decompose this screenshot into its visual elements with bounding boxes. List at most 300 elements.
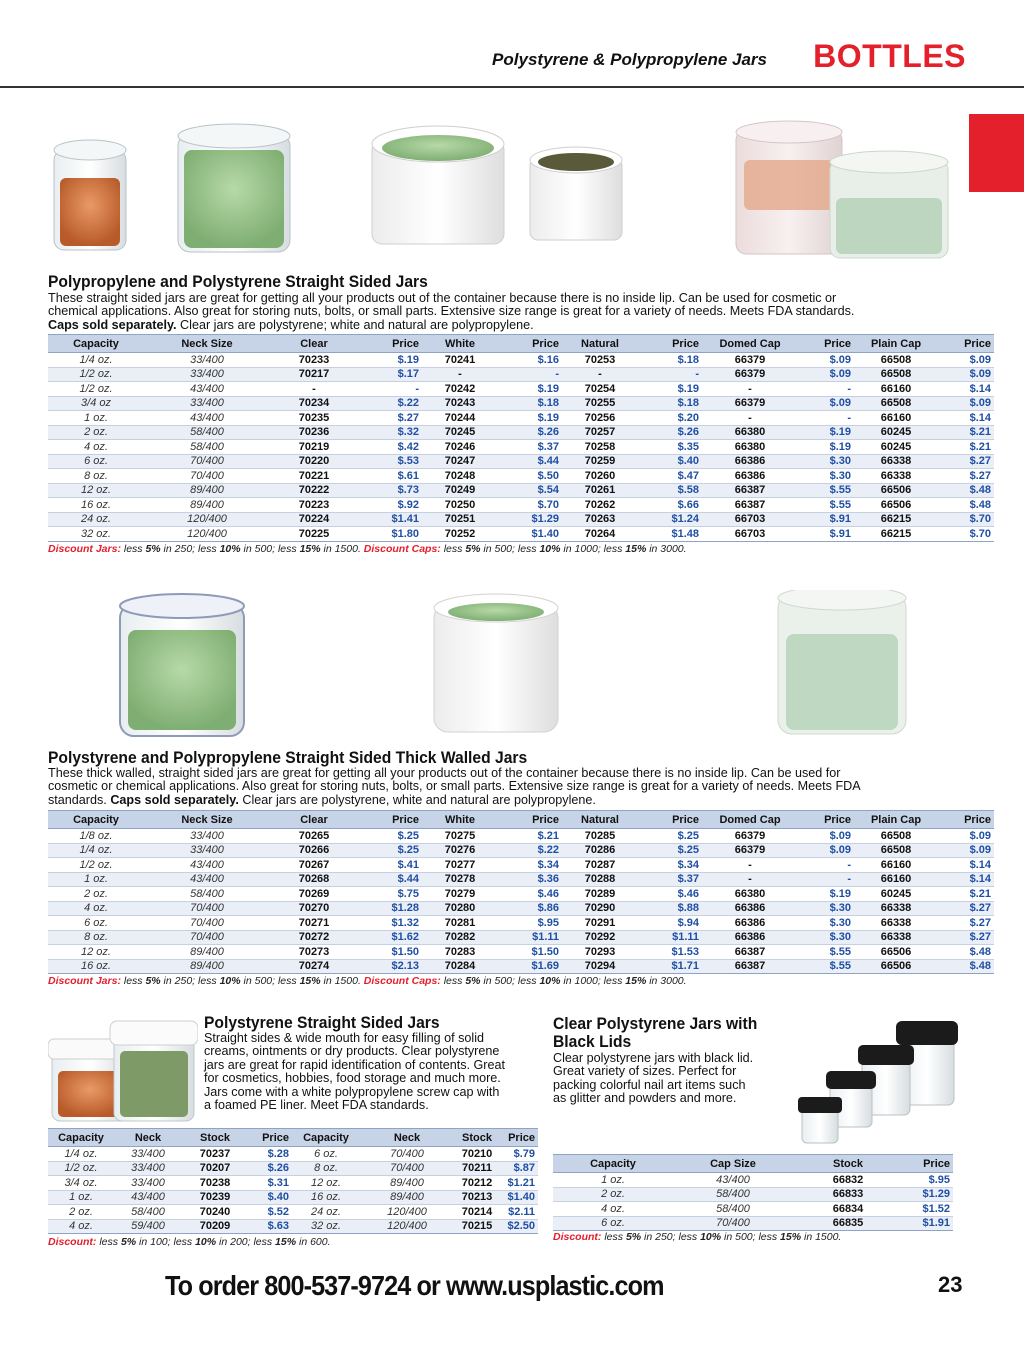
- discount-pct: 5%: [120, 1236, 137, 1248]
- table-row: [48, 1176, 538, 1191]
- discount-text: in 250; less: [160, 975, 220, 987]
- table-cell: 8 oz.: [292, 1161, 360, 1176]
- item-number-cell: 66338: [854, 469, 938, 484]
- section1-discount: [48, 543, 687, 555]
- table-row: [48, 425, 994, 440]
- price-cell: $.30: [798, 901, 854, 916]
- discount-text: in 250; less: [641, 1231, 701, 1243]
- item-number-cell: 66386: [702, 901, 798, 916]
- price-cell: $.61: [358, 469, 422, 484]
- table-cell: 2 oz.: [553, 1187, 673, 1202]
- item-number-cell: 66508: [854, 367, 938, 382]
- discount-text: in 1500.: [320, 543, 364, 555]
- price-cell: $.21: [938, 425, 994, 440]
- jar-with-white-cap-large: [110, 1021, 198, 1121]
- table-cell: 4 oz.: [48, 440, 144, 455]
- price-cell: $.19: [798, 425, 854, 440]
- discount-text: in 500; less: [240, 543, 300, 555]
- price-cell: $.40: [638, 454, 702, 469]
- table-cell: 2 oz.: [48, 425, 144, 440]
- section2-desc-line: [48, 794, 948, 807]
- item-number-cell: 66160: [854, 382, 938, 397]
- table-cell: 8 oz.: [48, 930, 144, 945]
- section3-desc-line: for cosmetics, hobbies, food storage and much more.: [204, 1071, 501, 1086]
- table-header-row: [553, 1155, 953, 1173]
- column-header: Neck Size: [144, 335, 270, 353]
- price-cell: $1.41: [358, 512, 422, 527]
- item-number-cell: 66508: [854, 843, 938, 858]
- price-cell: $.26: [638, 425, 702, 440]
- item-number-cell: 66832: [793, 1173, 903, 1188]
- column-header: Neck Size: [144, 811, 270, 829]
- item-number-cell: 70254: [562, 382, 638, 397]
- discount-pct: 15%: [625, 975, 647, 987]
- clear-small-jar-image: [54, 140, 126, 250]
- table-cell: 1/8 oz.: [48, 829, 144, 844]
- section3-description: [204, 1032, 544, 1112]
- price-cell: $.37: [498, 440, 562, 455]
- item-number-cell: 60245: [854, 425, 938, 440]
- table-row: [48, 367, 994, 382]
- table-row: [48, 872, 994, 887]
- price-cell: $1.11: [638, 930, 702, 945]
- discount-label: Discount:: [553, 1231, 602, 1243]
- item-number-cell: 70281: [422, 916, 498, 931]
- section4-desc-line: Clear polystyrene jars with black lid.: [553, 1051, 754, 1065]
- price-cell: $.14: [938, 858, 994, 873]
- item-number-cell: 70250: [422, 498, 498, 513]
- table-row: [48, 440, 994, 455]
- item-number-cell: -: [702, 382, 798, 397]
- price-cell: $.09: [798, 353, 854, 368]
- item-number-cell: 60245: [854, 440, 938, 455]
- header-title: BOTTLES: [813, 38, 966, 74]
- table-cell: 33/400: [144, 829, 270, 844]
- item-number-cell: 70272: [270, 930, 358, 945]
- price-cell: $.21: [938, 440, 994, 455]
- item-number-cell: 70263: [562, 512, 638, 527]
- section3-desc-line: Straight sides & wide mouth for easy filling of solid: [204, 1031, 484, 1045]
- column-header: White: [422, 335, 498, 353]
- table-cell: 1 oz.: [553, 1173, 673, 1188]
- item-number-cell: -: [702, 411, 798, 426]
- section1-desc-line: These straight sided jars are great for getting all your products out of the container because there is no inside lip. Can be used for cosmetic or: [48, 291, 837, 305]
- item-number-cell: 60245: [854, 887, 938, 902]
- table-cell: 1 oz.: [48, 1190, 114, 1205]
- item-number-cell: 70286: [562, 843, 638, 858]
- table-cell: 43/400: [114, 1190, 182, 1205]
- price-cell: $.35: [638, 440, 702, 455]
- table-cell: 6 oz.: [48, 916, 144, 931]
- price-cell: $.52: [248, 1205, 292, 1220]
- table-header-row: [48, 335, 994, 353]
- item-number-cell: 66380: [702, 425, 798, 440]
- page-number: 23: [938, 1272, 963, 1297]
- item-number-cell: 66386: [702, 454, 798, 469]
- column-header: Cap Size: [673, 1155, 793, 1173]
- screw-cap-jars-image: [48, 1015, 198, 1125]
- natural-jar-image: [736, 121, 948, 258]
- item-number-cell: 70211: [454, 1161, 500, 1176]
- price-cell: $.34: [498, 858, 562, 873]
- table-cell: 32 oz.: [292, 1219, 360, 1234]
- thick-clear-jar-image: [120, 594, 244, 736]
- section2-desc-line: These thick walled, straight sided jars are great for getting all your products out of the container because there is no inside lip. Can be used for: [48, 766, 841, 780]
- price-cell: $2.11: [500, 1205, 538, 1220]
- price-cell: $.09: [798, 396, 854, 411]
- item-number-cell: 70280: [422, 901, 498, 916]
- header-rule: [0, 86, 1024, 88]
- table-cell: 89/400: [144, 483, 270, 498]
- table-cell: 4 oz.: [48, 1219, 114, 1234]
- white-jar-image: [372, 126, 504, 244]
- price-cell: -: [798, 411, 854, 426]
- item-number-cell: 70249: [422, 483, 498, 498]
- discount-pct: 5%: [465, 975, 481, 987]
- table-row: [48, 382, 994, 397]
- table-cell: 58/400: [144, 887, 270, 902]
- white-jar-small-image: [530, 147, 622, 240]
- column-header: Capacity: [292, 1129, 360, 1147]
- item-number-cell: 66160: [854, 411, 938, 426]
- price-cell: $.21: [938, 887, 994, 902]
- item-number-cell: 70251: [422, 512, 498, 527]
- column-header: Domed Cap: [702, 335, 798, 353]
- table-cell: 70/400: [360, 1147, 454, 1162]
- item-number-cell: 70289: [562, 887, 638, 902]
- table-cell: 4 oz.: [553, 1202, 673, 1217]
- table-row: [48, 512, 994, 527]
- table-cell: 1 oz.: [48, 411, 144, 426]
- column-header: Stock: [793, 1155, 903, 1173]
- table-header-row: [48, 1129, 538, 1147]
- price-cell: $.41: [358, 858, 422, 873]
- item-number-cell: 70266: [270, 843, 358, 858]
- price-cell: $.17: [358, 367, 422, 382]
- price-cell: -: [798, 858, 854, 873]
- table-cell: 58/400: [144, 425, 270, 440]
- section4-desc-line: as glitter and powders and more.: [553, 1091, 737, 1106]
- section4-table: [553, 1154, 953, 1231]
- discount-pct: 15%: [625, 543, 647, 555]
- price-cell: -: [798, 872, 854, 887]
- item-number-cell: -: [702, 872, 798, 887]
- table-row: [48, 411, 994, 426]
- discount-pct: 15%: [275, 1236, 297, 1248]
- column-header: Neck: [114, 1129, 182, 1147]
- table-cell: 70/400: [144, 469, 270, 484]
- price-cell: $1.21: [500, 1176, 538, 1191]
- discount-pct: 5%: [625, 1231, 642, 1243]
- item-number-cell: 70225: [270, 527, 358, 542]
- jar-photos-row2: [110, 590, 930, 740]
- price-cell: $.47: [638, 469, 702, 484]
- table-cell: 24 oz.: [48, 512, 144, 527]
- section1-title: Polypropylene and Polystyrene Straight Sided Jars: [48, 272, 428, 291]
- item-number-cell: 70210: [454, 1147, 500, 1162]
- item-number-cell: 70242: [422, 382, 498, 397]
- item-number-cell: 66379: [702, 353, 798, 368]
- column-header: Price: [638, 811, 702, 829]
- item-number-cell: 70258: [562, 440, 638, 455]
- item-number-cell: 66387: [702, 959, 798, 974]
- item-number-cell: 70241: [422, 353, 498, 368]
- discount-text: in 3000.: [646, 975, 687, 987]
- item-number-cell: 66160: [854, 858, 938, 873]
- table-cell: 3/4 oz: [48, 396, 144, 411]
- table-cell: 16 oz.: [48, 498, 144, 513]
- price-cell: $.25: [358, 829, 422, 844]
- price-cell: $.14: [938, 872, 994, 887]
- table-row: [48, 454, 994, 469]
- item-number-cell: 70294: [562, 959, 638, 974]
- item-number-cell: 66387: [702, 483, 798, 498]
- discount-pct: 5%: [145, 543, 161, 555]
- price-cell: $.19: [798, 440, 854, 455]
- table-cell: 1/4 oz.: [48, 353, 144, 368]
- discount-text: in 500; less: [240, 975, 300, 987]
- column-header: Natural: [562, 811, 638, 829]
- item-number-cell: 66834: [793, 1202, 903, 1217]
- item-number-cell: 66703: [702, 527, 798, 542]
- price-cell: $.25: [638, 843, 702, 858]
- clear-large-jar-image: [178, 124, 290, 252]
- item-number-cell: 66215: [854, 512, 938, 527]
- item-number-cell: 66380: [702, 887, 798, 902]
- item-number-cell: 70246: [422, 440, 498, 455]
- item-number-cell: 70285: [562, 829, 638, 844]
- table-row: [48, 353, 994, 368]
- table-cell: 70/400: [144, 916, 270, 931]
- discount-caps-label: Discount Caps:: [363, 543, 441, 555]
- price-cell: $.09: [938, 843, 994, 858]
- table-cell: 33/400: [114, 1161, 182, 1176]
- item-number-cell: 70274: [270, 959, 358, 974]
- price-cell: $.19: [358, 353, 422, 368]
- item-number-cell: 66380: [702, 440, 798, 455]
- section2-description: [48, 767, 948, 807]
- price-cell: $.87: [500, 1161, 538, 1176]
- section2-table: [48, 810, 994, 974]
- thick-white-jar-image: [434, 594, 558, 732]
- item-number-cell: 70236: [270, 425, 358, 440]
- discount-jars-label: Discount Jars:: [48, 975, 121, 987]
- table-cell: 70/400: [360, 1161, 454, 1176]
- column-header: Price: [498, 335, 562, 353]
- section4-title-line: Black Lids: [553, 1032, 632, 1051]
- price-cell: $.70: [938, 512, 994, 527]
- table-cell: 89/400: [144, 945, 270, 960]
- table-cell: 33/400: [144, 396, 270, 411]
- price-cell: $.14: [938, 382, 994, 397]
- item-number-cell: 66387: [702, 945, 798, 960]
- price-cell: $.92: [358, 498, 422, 513]
- table-row: [48, 930, 994, 945]
- section4-discount: [553, 1231, 841, 1243]
- discount-pct: 5%: [145, 975, 161, 987]
- item-number-cell: 70243: [422, 396, 498, 411]
- table-cell: 89/400: [144, 498, 270, 513]
- section3-desc-line: Jars come with a white polypropylene screw cap with: [204, 1084, 500, 1099]
- table-row: [48, 959, 994, 974]
- item-number-cell: 70220: [270, 454, 358, 469]
- table-cell: 70/400: [673, 1216, 793, 1231]
- item-number-cell: 66508: [854, 829, 938, 844]
- column-header: Price: [903, 1155, 953, 1173]
- item-number-cell: 70213: [454, 1190, 500, 1205]
- price-cell: $.66: [638, 498, 702, 513]
- price-cell: $.91: [798, 512, 854, 527]
- table-cell: 33/400: [144, 843, 270, 858]
- price-cell: $1.50: [358, 945, 422, 960]
- discount-pct: 10%: [195, 1236, 217, 1248]
- table-row: [48, 843, 994, 858]
- table-row: [553, 1187, 953, 1202]
- price-cell: $1.28: [358, 901, 422, 916]
- item-number-cell: 70275: [422, 829, 498, 844]
- price-cell: $.42: [358, 440, 422, 455]
- item-number-cell: 66379: [702, 367, 798, 382]
- price-cell: $.44: [498, 454, 562, 469]
- caps-note: Caps sold separately.: [48, 317, 177, 332]
- price-cell: $1.50: [498, 945, 562, 960]
- table-row: [48, 469, 994, 484]
- table-row: [553, 1202, 953, 1217]
- column-header: Stock: [454, 1129, 500, 1147]
- item-number-cell: -: [270, 382, 358, 397]
- price-cell: $1.62: [358, 930, 422, 945]
- table-row: [553, 1173, 953, 1188]
- price-cell: $.73: [358, 483, 422, 498]
- discount-pct: 5%: [465, 543, 481, 555]
- column-header: White: [422, 811, 498, 829]
- price-cell: $.09: [938, 353, 994, 368]
- item-number-cell: 70262: [562, 498, 638, 513]
- table-cell: 6 oz.: [553, 1216, 673, 1231]
- price-cell: $.53: [358, 454, 422, 469]
- table-cell: 33/400: [114, 1147, 182, 1162]
- item-number-cell: 70257: [562, 425, 638, 440]
- item-number-cell: 70222: [270, 483, 358, 498]
- discount-text: less: [96, 1236, 121, 1248]
- column-header: Plain Cap: [854, 335, 938, 353]
- column-header: Clear: [270, 811, 358, 829]
- price-cell: $.19: [638, 382, 702, 397]
- price-cell: $.46: [638, 887, 702, 902]
- item-number-cell: 66379: [702, 829, 798, 844]
- table-cell: 4 oz.: [48, 901, 144, 916]
- section2-title: Polystyrene and Polypropylene Straight Sided Thick Walled Jars: [48, 748, 528, 767]
- item-number-cell: 70288: [562, 872, 638, 887]
- price-cell: $1.69: [498, 959, 562, 974]
- section3-desc-line: creams, ointments or dry products. Clear polystyrene: [204, 1044, 500, 1059]
- table-cell: 12 oz.: [292, 1176, 360, 1191]
- item-number-cell: -: [422, 367, 498, 382]
- section3-desc-line: a foamed PE liner. Meet FDA standards.: [204, 1098, 429, 1113]
- table-row: [48, 483, 994, 498]
- item-number-cell: 66703: [702, 512, 798, 527]
- table-row: [48, 1190, 538, 1205]
- item-number-cell: 66508: [854, 353, 938, 368]
- item-number-cell: 66506: [854, 498, 938, 513]
- price-cell: $.09: [938, 367, 994, 382]
- discount-pct: 10%: [219, 975, 241, 987]
- table-cell: 33/400: [114, 1176, 182, 1191]
- price-cell: $.09: [938, 396, 994, 411]
- table-cell: 33/400: [144, 353, 270, 368]
- price-cell: $.14: [938, 411, 994, 426]
- table-cell: 120/400: [360, 1219, 454, 1234]
- price-cell: $1.29: [498, 512, 562, 527]
- discount-text: in 200; less: [216, 1236, 276, 1248]
- item-number-cell: 66338: [854, 916, 938, 931]
- price-cell: $.30: [798, 469, 854, 484]
- table-cell: 16 oz.: [48, 959, 144, 974]
- discount-text: in 3000.: [646, 543, 687, 555]
- discount-pct: 10%: [539, 975, 561, 987]
- item-number-cell: 66386: [702, 469, 798, 484]
- table-cell: 58/400: [673, 1202, 793, 1217]
- table-cell: 120/400: [144, 512, 270, 527]
- item-number-cell: 70234: [270, 396, 358, 411]
- item-number-cell: 66506: [854, 483, 938, 498]
- table-cell: 89/400: [144, 959, 270, 974]
- table-row: [48, 498, 994, 513]
- section3-title: Polystyrene Straight Sided Jars: [204, 1013, 440, 1032]
- table-row: [48, 396, 994, 411]
- table-header-row: [48, 811, 994, 829]
- table-cell: 58/400: [144, 440, 270, 455]
- item-number-cell: 70268: [270, 872, 358, 887]
- item-number-cell: 70255: [562, 396, 638, 411]
- table-cell: 43/400: [144, 858, 270, 873]
- discount-text: in 500; less: [721, 1231, 781, 1243]
- section3-table: [48, 1128, 538, 1234]
- item-number-cell: 70287: [562, 858, 638, 873]
- price-cell: $.70: [498, 498, 562, 513]
- price-cell: $.48: [938, 959, 994, 974]
- price-cell: $.30: [798, 930, 854, 945]
- price-cell: $.70: [938, 527, 994, 542]
- item-number-cell: 70237: [182, 1147, 248, 1162]
- price-cell: $.30: [798, 916, 854, 931]
- table-row: [48, 1205, 538, 1220]
- column-header: Stock: [182, 1129, 248, 1147]
- price-cell: $.88: [638, 901, 702, 916]
- order-info: To order 800-537-9724 or www.usplastic.com: [165, 1270, 664, 1301]
- table-cell: 1/2 oz.: [48, 1161, 114, 1176]
- price-cell: $.22: [358, 396, 422, 411]
- price-cell: $1.29: [903, 1187, 953, 1202]
- item-number-cell: 70221: [270, 469, 358, 484]
- black-lid-jars-image: [796, 1015, 958, 1147]
- item-number-cell: 66506: [854, 959, 938, 974]
- material-note: Clear jars are polystyrene, white and natural are polypropylene.: [238, 792, 596, 807]
- price-cell: $1.71: [638, 959, 702, 974]
- discount-text: in 500; less: [480, 543, 540, 555]
- jar-photos-row1: [50, 120, 970, 270]
- item-number-cell: 70292: [562, 930, 638, 945]
- price-cell: -: [358, 382, 422, 397]
- item-number-cell: -: [702, 858, 798, 873]
- item-number-cell: 70244: [422, 411, 498, 426]
- item-number-cell: 66387: [702, 498, 798, 513]
- item-number-cell: 66506: [854, 945, 938, 960]
- table-cell: 1/4 oz.: [48, 843, 144, 858]
- item-number-cell: 70215: [454, 1219, 500, 1234]
- item-number-cell: 70265: [270, 829, 358, 844]
- discount-text: less: [601, 1231, 626, 1243]
